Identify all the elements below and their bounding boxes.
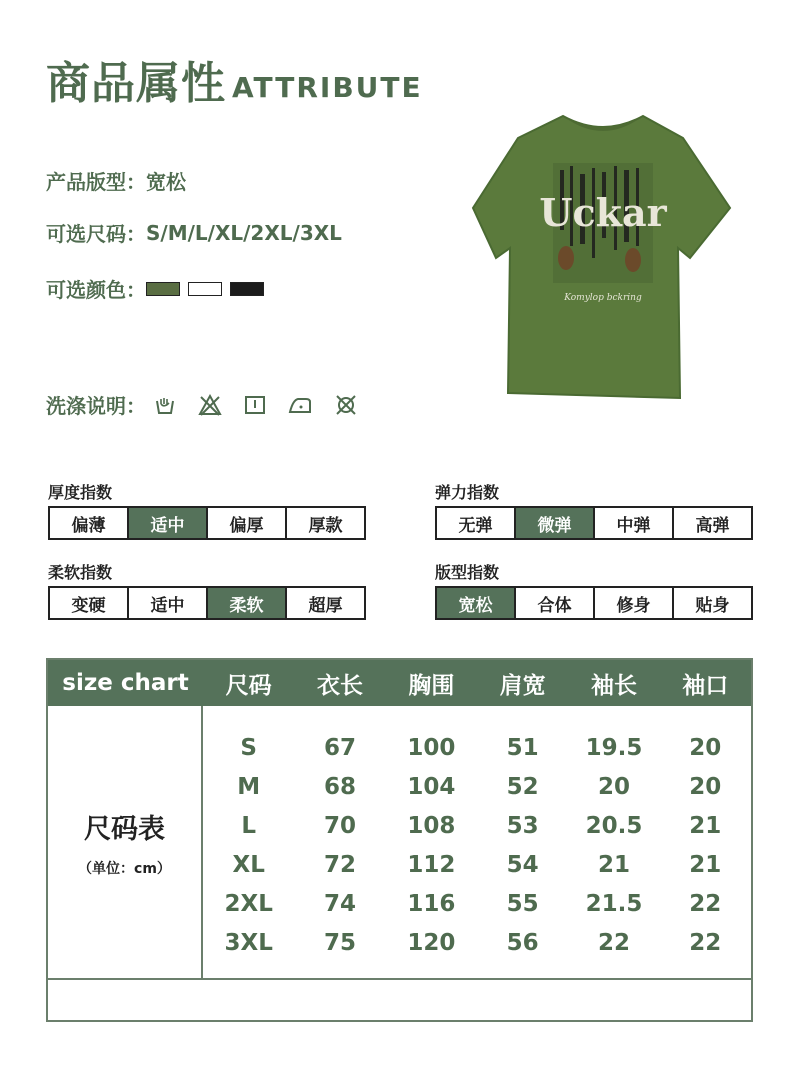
attr-colors bbox=[46, 274, 264, 303]
measure-cell: 104 bbox=[407, 773, 456, 800]
tshirt-image bbox=[468, 108, 738, 408]
attr-wash bbox=[46, 390, 380, 419]
scale-option: 厚款 bbox=[308, 515, 343, 536]
scale-option: 超厚 bbox=[308, 595, 343, 616]
scale-option: 变硬 bbox=[50, 588, 129, 618]
measure-cell: 100 bbox=[407, 734, 456, 761]
measure-cell: 22 bbox=[597, 929, 630, 956]
measure-cell: 21 bbox=[689, 812, 722, 839]
column-header: 袖长 bbox=[590, 672, 637, 699]
measure-cell: 53 bbox=[506, 812, 539, 839]
measure-cell: 20 bbox=[597, 773, 630, 800]
scale-elasticity bbox=[435, 480, 753, 540]
table-row bbox=[203, 806, 751, 845]
size-cell: M bbox=[237, 773, 261, 800]
attr-fit-value: 宽松 bbox=[146, 170, 186, 194]
measure-cell: 51 bbox=[506, 734, 539, 761]
measure-cell: 108 bbox=[407, 812, 456, 839]
title-chinese: 商品属性 bbox=[46, 58, 226, 109]
attr-wash-label: 洗涤说明： bbox=[46, 394, 146, 418]
column-header: 肩宽 bbox=[499, 672, 546, 699]
measure-cell: 112 bbox=[407, 851, 456, 878]
scale-softness-options bbox=[48, 586, 366, 620]
scale-option: 高弹 bbox=[695, 515, 730, 536]
color-swatch bbox=[146, 282, 180, 296]
size-chart-label: size chart bbox=[62, 670, 189, 696]
attr-colors-label: 可选颜色： bbox=[46, 278, 146, 302]
attr-sizes bbox=[46, 218, 342, 247]
page-title bbox=[46, 56, 423, 108]
scale-fit bbox=[435, 560, 753, 620]
measure-cell: 75 bbox=[323, 929, 356, 956]
measure-cell: 54 bbox=[506, 851, 539, 878]
scale-option: 中弹 bbox=[595, 508, 674, 538]
column-header: 袖口 bbox=[682, 672, 729, 699]
measure-cell: 22 bbox=[689, 929, 722, 956]
scale-option: 适中 bbox=[129, 588, 208, 618]
scale-softness-label: 柔软指数 bbox=[48, 563, 113, 582]
size-chart-side bbox=[48, 706, 203, 978]
table-row bbox=[203, 767, 751, 806]
measure-cell: 21 bbox=[597, 851, 630, 878]
no-bleach-icon bbox=[198, 394, 222, 416]
scale-elasticity-options bbox=[435, 506, 753, 540]
measure-cell: 20.5 bbox=[585, 812, 643, 839]
scale-option: 偏薄 bbox=[50, 508, 129, 538]
scale-thickness bbox=[48, 480, 366, 540]
title-english: ATTRIBUTE bbox=[232, 71, 423, 104]
scale-option: 修身 bbox=[595, 588, 674, 618]
measure-cell: 20 bbox=[689, 734, 722, 761]
measure-cell: 72 bbox=[323, 851, 356, 878]
scale-softness bbox=[48, 560, 366, 620]
hand-wash-icon bbox=[154, 394, 176, 416]
measure-cell: 55 bbox=[506, 890, 539, 917]
scale-fit-options bbox=[435, 586, 753, 620]
measure-cell: 67 bbox=[323, 734, 356, 761]
size-chart-unit: （单位：cm） bbox=[78, 860, 171, 877]
size-chart-rows bbox=[203, 706, 751, 978]
scale-thickness-options bbox=[48, 506, 366, 540]
measure-cell: 52 bbox=[506, 773, 539, 800]
measure-cell: 19.5 bbox=[585, 734, 643, 761]
scale-option: 宽松 bbox=[437, 588, 516, 618]
tumble-dry-icon bbox=[244, 394, 266, 416]
size-cell: S bbox=[240, 734, 257, 761]
wash-icons bbox=[154, 394, 380, 416]
color-swatch bbox=[188, 282, 222, 296]
scale-fit-label: 版型指数 bbox=[435, 563, 500, 582]
color-swatches bbox=[146, 282, 264, 296]
column-header: 尺码 bbox=[225, 672, 272, 699]
scale-option: 适中 bbox=[129, 508, 208, 538]
attr-sizes-label: 可选尺码： bbox=[46, 222, 146, 246]
measure-cell: 20 bbox=[689, 773, 722, 800]
attr-fit bbox=[46, 166, 186, 195]
attr-fit-label: 产品版型： bbox=[46, 170, 146, 194]
color-swatch bbox=[230, 282, 264, 296]
size-chart-body bbox=[48, 706, 751, 980]
measure-cell: 21.5 bbox=[585, 890, 643, 917]
table-row bbox=[203, 845, 751, 884]
scale-option: 贴身 bbox=[695, 595, 730, 616]
tshirt-print-caption: Komylop bckring bbox=[564, 293, 642, 303]
measure-cell: 116 bbox=[407, 890, 456, 917]
measure-cell: 120 bbox=[407, 929, 456, 956]
measure-cell: 68 bbox=[323, 773, 356, 800]
measure-cell: 74 bbox=[323, 890, 356, 917]
size-cell: 3XL bbox=[224, 929, 273, 956]
table-row bbox=[203, 728, 751, 767]
attr-sizes-value: S/M/L/XL/2XL/3XL bbox=[146, 220, 342, 245]
measure-cell: 70 bbox=[323, 812, 356, 839]
scale-option: 偏厚 bbox=[208, 508, 287, 538]
table-row bbox=[203, 884, 751, 923]
column-header: 胸围 bbox=[408, 672, 455, 699]
scale-option: 无弹 bbox=[437, 508, 516, 538]
scale-option: 微弹 bbox=[516, 508, 595, 538]
measure-cell: 21 bbox=[689, 851, 722, 878]
measure-cell: 22 bbox=[689, 890, 722, 917]
size-chart-header bbox=[48, 660, 751, 706]
size-chart bbox=[46, 658, 753, 1022]
size-chart-title: 尺码表 bbox=[84, 813, 165, 845]
measure-cell: 56 bbox=[506, 929, 539, 956]
tshirt-print-text: Uckar bbox=[539, 190, 667, 235]
size-cell: L bbox=[241, 812, 256, 839]
scale-thickness-label: 厚度指数 bbox=[48, 483, 113, 502]
scale-option: 合体 bbox=[516, 588, 595, 618]
size-cell: 2XL bbox=[224, 890, 273, 917]
size-cell: XL bbox=[232, 851, 265, 878]
scale-elasticity-label: 弹力指数 bbox=[435, 483, 500, 502]
table-row bbox=[203, 923, 751, 962]
scale-option: 柔软 bbox=[208, 588, 287, 618]
no-dry-clean-icon bbox=[334, 394, 358, 416]
column-header: 衣长 bbox=[316, 672, 363, 699]
iron-icon bbox=[288, 394, 312, 416]
